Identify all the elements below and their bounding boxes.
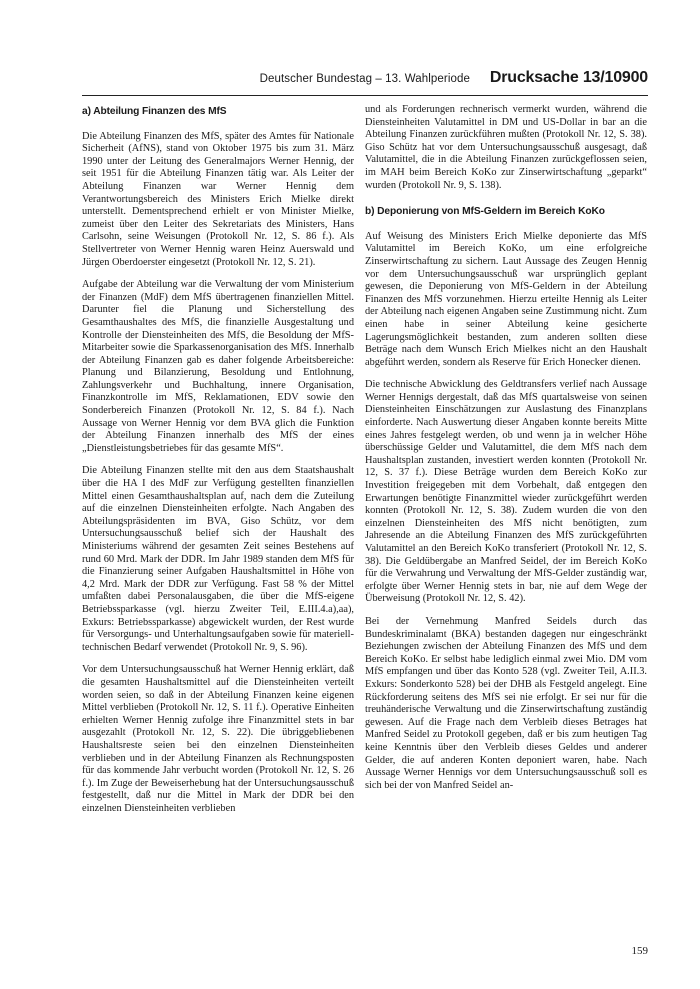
- wahlperiode-label: Deutscher Bundestag – 13. Wahlperiode: [259, 73, 470, 85]
- paragraph: Bei der Vernehmung Manfred Seidels durch das Bundeskriminalamt (BKA) bestanden dagegen nur eingeschränkt Beziehungen zwischen der Abteilung Finanzen des MfS und dem Bereich KoKo. Er selbst habe lediglich einmal zwei Mio. DM vom MfS empfangen und über das Konto 528 (vgl. Zweiter Teil, A.II.3. Exkurs: Sonderkonto 528) bei der DHB als Festgeld angelegt. Eine Rückforderung seitens des MfS sei nie erfolgt. Er sei nur für die treuhänderische Verwaltung und die Zinserwirtschaftung zuständig gewesen. Auf die Frage nach dem Verbleib dieses Betrages hat Manfred Seidel zu Protokoll gegeben, daß er bis zum heutigen Tag keine Kenntnis über den Verbleib dieses Geldes und anderer Gelder, die auf anderen Konten deponiert waren, habe. Nach Aussage Werner Hennigs vor dem Untersuchungsausschuß soll es sich bei der von Manfred Seidel an-: [365, 615, 647, 791]
- paragraph: Die technische Abwicklung des Geldtransfers verlief nach Aussage Werner Hennigs dergestalt, daß das MfS quartalsweise von seinen Diensteinheiten Einschätzungen zur Auslastung des Finanzplans einforderte. Nach Auswertung dieser Angaben konnte bereits Mitte eines Jahres festgelegt werden, ob und wenn ja in welcher Höhe überschüssige Gelder und Valutamittel, die dem MfS nach dem Haushaltsplan zustanden, investiert werden konnten (Protokoll Nr. 12, S. 37 f.). Diese Beträge wurden dem Bereich KoKo zur Investition freigegeben mit dem Vorbehalt, daß entgegen den Erwartungen benötigte Finanzmittel wieder zurückgeführt werden konnten (Protokoll Nr. 12, S. 38). Zudem wurden die von den einzelnen Diensteinheiten des MfS nicht benötigten, zum Jahresende an die Abteilung Finanzen des MfS zurückgeführten Valutamittel an den Bereich KoKo transferiert (Protokoll Nr. 12, S. 38). Die Geldübergabe an Manfred Seidel, der im Bereich KoKo für die Verwahrung und Verwaltung der MfS-Gelder zuständig war, erfolgte über Werner Hennig stets in bar, nie auf dem Wege der Überweisung (Protokoll Nr. 12, S. 42).: [365, 379, 647, 605]
- paragraph: und als Forderungen rechnerisch vermerkt wurden, während die Diensteinheiten Valutamittel in DM und US-Dollar in bar an die Abteilung Finanzen zurückführen mußten (Protokoll Nr. 12, S. 38). Giso Schütz hat vor dem Untersuchungsausschuß ausgesagt, daß Valutamittel, die in die Abteilung Finanzen zurückgeflossen seien, im MAH beim Bereich KoKo zur Zinserwirtschaftung „geparkt“ wurden (Protokoll Nr. 9, S. 138).: [365, 104, 647, 191]
- right-column: [365, 104, 647, 802]
- left-column: [82, 104, 354, 825]
- section-heading-b: b) Deponierung von MfS-Geldern im Bereich KoKo: [365, 206, 605, 218]
- section-heading-a: a) Abteilung Finanzen des MfS: [82, 106, 227, 117]
- page-number: 159: [631, 945, 648, 957]
- paragraph: Auf Weisung des Ministers Erich Mielke deponierte das MfS Valutamittel im Bereich KoKo, um eine erfolgreiche Zinserwirtschaftung zu sichern. Laut Aussage des Zeugen Hennig vor dem Untersuchungsausschuß war ursprünglich geplant gewesen, die Deponierung von MfS-Geldern in der Abteilung Finanzen des MfS vorzunehmen. Hierzu erteilte Hennig als Leiter der Abteilung nach eigenen Angaben seine Zustimmung nicht. Zum einen habe in seiner Abteilung keine gesicherte Lagerungsmöglichkeit bestanden, zum anderen sollten diese Beträge nach dem Wunsch Erich Mielkes nicht an den Haushalt abgeführt werden, sondern als Reserve für Erich Honecker dienen.: [365, 230, 647, 368]
- paragraph: Die Abteilung Finanzen stellte mit den aus dem Staatshaushalt über die HA I des MdF zur Verfügung gestellten finanziellen Mittel einen Gesamthaushaltsplan auf, nach dem die Zuteilung auf die einzelnen Diensteinheiten erfolgte. Nach Angaben des Abteilungspräsidenten im BVA, Giso Schütz, vor dem Untersuchungsausschuß belief sich der Haushalt des Ministeriums während der gesamten Zeit seines Bestehens auf rund 60 Mrd. Mark der DDR. Im Jahr 1989 standen dem MfS für die Finanzierung seiner Aufgaben Haushaltsmittel in Höhe von 4,2 Mrd. Mark der DDR zur Verfügung. Fast 58 % der Mittel umfaßten dabei Personalausgaben, die über die MfS-eigene Betriebssparkasse (vgl. hierzu Zweiter Teil, E.III.4.a),aa), Exkurs: Betriebssparkasse) abgewickelt wurden, der Rest wurde für Versorgungs- und Unterhaltungsaufgaben sowie für materiell-technischen Bedarf verwendet (Protokoll Nr. 9, S. 96).: [82, 465, 354, 653]
- paragraph: Die Abteilung Finanzen des MfS, später des Amtes für Nationale Sicherheit (AfNS), stand von Oktober 1975 bis zum 31. März 1990 unter der Leitung des Generalmajors Werner Hennig, der seit 1951 für die Abteilung Finanzen tätig war. Als Leiter der Abteilung Finanzen war Werner Hennig dem Verantwortungsbereich des Ministers Erich Mielke direkt unterstellt. Dementsprechend erhielt er von Minister Mielke, zumeist über den Leiter des Sekretariats des Ministers, Hans Carlsohn, seine Weisungen (Protokoll Nr. 12, S. 86 f.). Als Stellvertreter von Werner Hennig waren Heinz Auerswald und Jürgen Oberdoerster eingesetzt (Protokoll Nr. 12, S. 21).: [82, 130, 354, 268]
- paragraph: Aufgabe der Abteilung war die Verwaltung der vom Ministerium der Finanzen (MdF) dem MfS übertragenen finanziellen Mittel. Darunter fiel die Planung und Sicherstellung des Gesamthaushaltes des MfS, die finanzielle Ausgestaltung und Kontrolle der Diensteinheiten des MfS, die Besoldung der MfS-Mitarbeiter sowie die Sparkassenorganisation des MfS. Innerhalb der Abteilung Finanzen gab es daher folgende Arbeitsbereiche: Planung und Bilanzierung, Besoldung und Entlohnung, Zahlungsverkehr und Buchhaltung, innere Organisation, Finanzkontrolle im MfS, Reklamationen, EDV sowie den Sonderbereich Finanzen (Protokoll Nr. 12, S. 84 f.). Nach Aussage von Werner Hennig vor dem BVA glich die Funktion der Abteilung Finanzen innerhalb des MfS der eines „Dienstleistungsbetriebes für das gesamte MfS“.: [82, 279, 354, 454]
- page-header: [82, 69, 648, 96]
- drucksache-number: Drucksache 13/10900: [489, 69, 648, 86]
- paragraph: Vor dem Untersuchungsausschuß hat Werner Hennig erklärt, daß die gesamten Haushaltsmittel auf die Diensteinheiten verteilt worden seien, so daß in der Abteilung Finanzen keine eigenen Mittel verblieben (Protokoll Nr. 12, S. 11 f.). Operative Einheiten erhielten Werner Hennig zufolge ihre Finanzmittel stets in bar ausgezahlt (Protokoll Nr. 12, S. 22). Die übriggebliebenen Haushaltsreste seien bei den einzelnen Diensteinheiten verblieben und in der Abteilung Finanzen als Rechnungsposten für das kommende Jahr verbucht worden (Protokoll Nr. 12, S. 26 f.). Im Zuge der Beweiserhebung hat der Untersuchungsausschuß festgestellt, daß nur die Mittel in Mark der DDR bei den einzelnen Diensteinheiten verblieben: [82, 664, 354, 814]
